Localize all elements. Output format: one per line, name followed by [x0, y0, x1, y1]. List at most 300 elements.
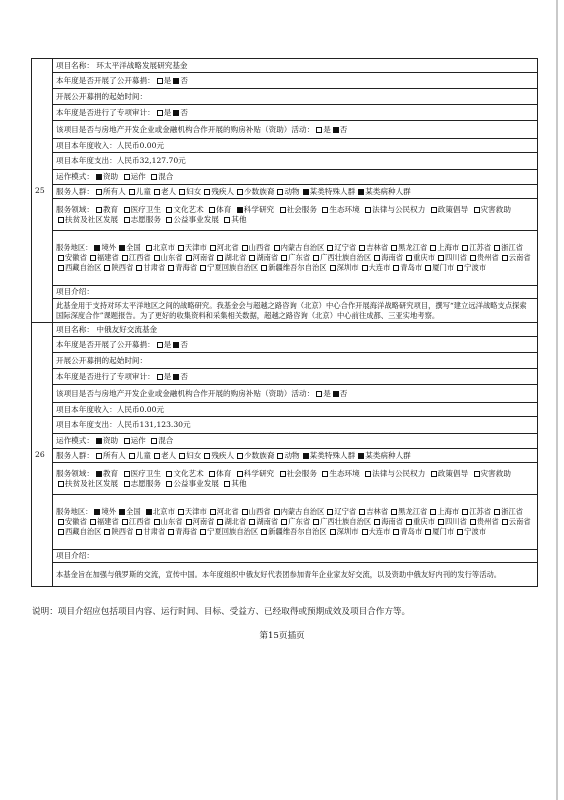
province-checkbox[interactable]	[430, 245, 436, 251]
field-option: 科学研究	[243, 204, 275, 214]
province-checkbox[interactable]	[178, 509, 184, 515]
public-fundraise-question: 本年度是否开展了公开募捐：	[56, 339, 155, 349]
field-checkbox[interactable]	[224, 481, 230, 487]
field-checkbox[interactable]	[166, 471, 172, 477]
field-option: 教育	[102, 468, 119, 478]
target-checkbox[interactable]	[154, 189, 160, 195]
checkbox-yes[interactable]	[316, 391, 322, 397]
audit-question: 本年度是否进行了专项审计：	[56, 107, 155, 117]
target-checkbox[interactable]	[277, 189, 283, 195]
province-checkbox[interactable]	[391, 509, 397, 515]
no-label: 否	[180, 371, 188, 381]
province-checkbox[interactable]	[438, 255, 444, 261]
province-checkbox[interactable]	[146, 245, 152, 251]
field-option: 志愿服务	[130, 478, 161, 488]
province-option: 西藏自治区	[65, 263, 102, 272]
form-row	[32, 463, 538, 495]
province-checkbox[interactable]	[122, 519, 128, 525]
field-option: 灾害救助	[480, 204, 511, 214]
province-checkbox[interactable]	[217, 255, 223, 261]
mode-checkbox[interactable]	[151, 438, 157, 444]
province-option: 山西省	[248, 243, 271, 252]
province-checkbox[interactable]	[457, 529, 463, 535]
province-checkbox[interactable]	[470, 519, 476, 525]
form-row	[32, 170, 538, 185]
province-checkbox[interactable]	[281, 519, 287, 525]
field-checkbox[interactable]	[209, 207, 215, 213]
field-option: 科学研究	[243, 468, 275, 478]
checkbox-yes[interactable]	[157, 110, 163, 116]
housing-question: 该项目是否与房地产开发企业或金融机构合作开展的购房补贴（资助）活动：	[56, 124, 315, 134]
province-option: 江苏省	[469, 243, 492, 252]
project-income: 项目本年度收入：人民币0.00元	[56, 404, 165, 414]
province-option: 厦门市	[432, 263, 455, 272]
project-name: 中俄友好交流基金	[96, 324, 158, 334]
province-checkbox[interactable]	[330, 265, 336, 271]
province-option: 云南省	[508, 517, 531, 526]
target-checkbox[interactable]	[154, 453, 160, 459]
target-option: 儿童	[135, 186, 151, 196]
province-checkbox[interactable]	[462, 509, 468, 515]
province-checkbox[interactable]	[374, 519, 380, 525]
form-cell	[53, 299, 538, 323]
field-checkbox[interactable]	[124, 471, 130, 477]
province-option: 湖北省	[224, 253, 247, 262]
province-option: 辽宁省	[334, 507, 357, 516]
target-checkbox[interactable]	[129, 453, 135, 459]
form-cell	[53, 449, 538, 463]
checkbox-yes[interactable]	[157, 78, 163, 84]
form-cell	[53, 550, 538, 563]
province-option: 重庆市	[413, 517, 435, 526]
field-option: 医疗卫生	[130, 468, 161, 478]
province-option: 青海省	[175, 263, 198, 272]
no-label: 否	[180, 75, 188, 85]
province-checkbox[interactable]	[362, 529, 368, 535]
target-checkbox[interactable]	[179, 453, 185, 459]
province-checkbox[interactable]	[242, 245, 248, 251]
province-checkbox[interactable]	[136, 529, 142, 535]
target-label: 服务人群：	[56, 186, 94, 196]
target-option: 某类特殊人群	[309, 450, 356, 460]
target-checkbox[interactable]	[204, 189, 210, 195]
checkbox-yes[interactable]	[316, 127, 322, 133]
target-option: 动物	[284, 450, 300, 460]
province-checkbox[interactable]	[104, 529, 110, 535]
province-checkbox[interactable]	[359, 509, 365, 515]
mode-checkbox[interactable]	[96, 438, 102, 444]
form-cell	[53, 121, 538, 139]
province-option: 内蒙古自治区	[280, 243, 325, 252]
field-label: 服务领域：	[56, 204, 94, 214]
field-checkbox[interactable]	[474, 471, 480, 477]
form-cell	[53, 73, 538, 89]
form-row	[32, 337, 538, 353]
field-checkbox[interactable]	[124, 217, 130, 223]
mode-checkbox[interactable]	[124, 438, 130, 444]
project-name: 环太平洋战略发展研究基金	[96, 60, 188, 70]
field-checkbox[interactable]	[209, 471, 215, 477]
region-option: 全国	[126, 243, 141, 252]
field-checkbox[interactable]	[96, 471, 102, 477]
field-checkbox[interactable]	[58, 481, 64, 487]
target-option: 残疾人	[211, 186, 235, 196]
province-checkbox[interactable]	[274, 509, 280, 515]
form-row	[32, 434, 538, 449]
target-option: 少数族裔	[244, 450, 275, 460]
province-option: 大连市	[368, 263, 391, 272]
field-option: 体育	[216, 468, 232, 478]
field-checkbox[interactable]	[237, 471, 243, 477]
field-checkbox[interactable]	[365, 207, 371, 213]
form-row	[32, 153, 538, 170]
province-option: 内蒙古自治区	[280, 507, 325, 516]
mode-option: 混合	[158, 436, 174, 445]
province-checkbox[interactable]	[425, 265, 431, 271]
province-option: 青岛市	[400, 263, 423, 272]
form-row	[32, 449, 538, 463]
target-option: 某类病种人群	[365, 450, 411, 460]
province-checkbox[interactable]	[438, 519, 444, 525]
form-row	[32, 121, 538, 139]
checkbox-no[interactable]	[173, 374, 179, 380]
field-checkbox[interactable]	[124, 207, 130, 213]
province-option: 陕西省	[111, 263, 134, 272]
province-option: 吉林省	[366, 243, 389, 252]
form-cell	[53, 323, 538, 337]
province-checkbox[interactable]	[168, 529, 174, 535]
field-checkbox[interactable]	[237, 207, 243, 213]
province-checkbox[interactable]	[178, 245, 184, 251]
province-option: 宁夏回族自治区	[207, 263, 259, 272]
form-cell	[53, 89, 538, 105]
mode-option: 运作	[130, 172, 146, 181]
province-option: 北京市	[153, 507, 175, 516]
no-label: 否	[180, 339, 188, 349]
province-checkbox[interactable]	[154, 519, 160, 525]
target-checkbox[interactable]	[358, 453, 364, 459]
field-option: 文化艺术	[173, 204, 204, 214]
region-option: 全国	[126, 507, 141, 516]
project-name-label: 项目名称：	[56, 324, 94, 334]
field-option: 体育	[216, 204, 232, 214]
province-option: 天津市	[184, 507, 207, 516]
province-checkbox[interactable]	[327, 245, 333, 251]
form-row	[32, 89, 538, 105]
form-row	[32, 231, 538, 286]
field-checkbox[interactable]	[322, 471, 328, 477]
province-checkbox[interactable]	[210, 509, 216, 515]
checkbox-no[interactable]	[173, 342, 179, 348]
form-cell	[53, 495, 538, 550]
province-checkbox[interactable]	[502, 519, 508, 525]
province-checkbox[interactable]	[249, 255, 255, 261]
field-option: 公益事业发展	[173, 478, 219, 488]
province-option: 宁波市	[464, 263, 487, 272]
province-option: 山东省	[160, 253, 183, 262]
field-checkbox[interactable]	[431, 207, 437, 213]
region-checkbox[interactable]	[94, 509, 100, 515]
field-option: 其他	[231, 478, 247, 488]
form-cell	[53, 417, 538, 434]
form-cell	[53, 337, 538, 353]
form-row	[32, 185, 538, 199]
province-checkbox[interactable]	[104, 265, 110, 271]
province-checkbox[interactable]	[393, 529, 399, 535]
footnote: 说明：项目介绍应包括项目内容、运行时间、目标、受益方、已经取得或预期成效及项目合作方等。	[32, 607, 411, 617]
no-label: 否	[339, 124, 348, 134]
mode-option: 资助	[102, 172, 119, 181]
project-table	[31, 58, 538, 587]
province-option: 福建省	[96, 253, 119, 262]
region-option: 境外	[101, 507, 117, 516]
province-checkbox[interactable]	[374, 255, 380, 261]
province-option: 四川省	[444, 253, 467, 262]
target-checkbox[interactable]	[96, 453, 102, 459]
province-checkbox[interactable]	[58, 255, 64, 261]
field-checkbox[interactable]	[280, 471, 286, 477]
province-option: 安徽省	[65, 253, 87, 262]
province-checkbox[interactable]	[462, 245, 468, 251]
province-checkbox[interactable]	[406, 255, 412, 261]
target-option: 某类病种人群	[365, 186, 411, 196]
field-checkbox[interactable]	[280, 207, 286, 213]
yes-label: 是	[163, 339, 172, 349]
field-option: 社会服务	[286, 468, 317, 478]
field-option: 教育	[102, 204, 119, 214]
province-option: 山西省	[248, 507, 271, 516]
field-checkbox[interactable]	[474, 207, 480, 213]
province-checkbox[interactable]	[90, 255, 96, 261]
field-option: 扶贫及社区发展	[65, 214, 119, 224]
checkbox-no[interactable]	[173, 110, 179, 116]
province-checkbox[interactable]	[58, 529, 64, 535]
region-checkbox[interactable]	[119, 245, 125, 251]
province-checkbox[interactable]	[494, 245, 500, 251]
mode-option: 资助	[102, 436, 119, 445]
public-fundraise-question: 本年度是否开展了公开募捐：	[56, 75, 155, 85]
target-checkbox[interactable]	[277, 453, 283, 459]
province-option: 广西壮族自治区	[320, 517, 372, 526]
checkbox-yes[interactable]	[157, 342, 163, 348]
province-checkbox[interactable]	[261, 529, 267, 535]
form-row	[32, 353, 538, 369]
mode-checkbox[interactable]	[124, 174, 130, 180]
province-option: 海南省	[381, 253, 404, 262]
field-checkbox[interactable]	[365, 471, 371, 477]
province-option: 黑龙江省	[398, 507, 428, 516]
field-option: 生态环境	[329, 204, 360, 214]
province-option: 河北省	[216, 507, 239, 516]
form-cell	[53, 139, 538, 153]
province-option: 四川省	[444, 517, 467, 526]
no-label: 否	[180, 107, 188, 117]
province-option: 湖南省	[256, 253, 279, 262]
target-option: 动物	[284, 186, 300, 196]
region-checkbox[interactable]	[94, 245, 100, 251]
checkbox-yes[interactable]	[157, 374, 163, 380]
project-income: 项目本年度收入：人民币0.00元	[56, 140, 165, 150]
form-row	[32, 417, 538, 434]
target-checkbox[interactable]	[204, 453, 210, 459]
field-checkbox[interactable]	[322, 207, 328, 213]
province-checkbox[interactable]	[330, 529, 336, 535]
field-option: 公益事业发展	[173, 214, 219, 224]
form-cell	[53, 434, 538, 449]
province-option: 重庆市	[413, 253, 435, 262]
target-checkbox[interactable]	[179, 189, 185, 195]
region-checkbox[interactable]	[119, 509, 125, 515]
province-checkbox[interactable]	[327, 509, 333, 515]
province-checkbox[interactable]	[186, 255, 192, 261]
province-checkbox[interactable]	[186, 519, 192, 525]
target-checkbox[interactable]	[358, 189, 364, 195]
province-option: 宁波市	[464, 527, 487, 536]
form-cell	[53, 170, 538, 185]
province-option: 辽宁省	[334, 243, 357, 252]
province-checkbox[interactable]	[313, 519, 319, 525]
province-option: 贵州省	[476, 517, 499, 526]
fundraise-start-label: 开展公开募捐的起始时间：	[56, 355, 148, 365]
target-checkbox[interactable]	[303, 189, 309, 195]
province-checkbox[interactable]	[136, 265, 142, 271]
province-checkbox[interactable]	[494, 509, 500, 515]
mode-option: 混合	[158, 172, 174, 181]
form-cell	[53, 463, 538, 495]
province-checkbox[interactable]	[430, 509, 436, 515]
target-option: 少数族裔	[244, 186, 275, 196]
province-checkbox[interactable]	[406, 519, 412, 525]
province-option: 上海市	[437, 243, 460, 252]
province-checkbox[interactable]	[58, 265, 64, 271]
province-checkbox[interactable]	[457, 265, 463, 271]
province-option: 河南省	[192, 517, 215, 526]
form-cell	[53, 403, 538, 417]
province-checkbox[interactable]	[122, 255, 128, 261]
province-checkbox[interactable]	[362, 265, 368, 271]
province-checkbox[interactable]	[90, 519, 96, 525]
mode-checkbox[interactable]	[151, 174, 157, 180]
province-option: 江苏省	[469, 507, 492, 516]
target-option: 老人	[160, 450, 177, 460]
province-option: 西藏自治区	[65, 527, 102, 536]
checkbox-no[interactable]	[333, 391, 339, 397]
province-option: 江西省	[128, 517, 151, 526]
field-option: 扶贫及社区发展	[65, 478, 119, 488]
province-checkbox[interactable]	[242, 509, 248, 515]
form-row	[32, 139, 538, 153]
no-label: 否	[339, 388, 348, 398]
province-option: 深圳市	[336, 263, 359, 272]
form-row	[32, 199, 538, 231]
field-checkbox[interactable]	[166, 481, 172, 487]
mode-option: 运作	[130, 436, 146, 445]
project-number: 26	[32, 323, 53, 587]
province-option: 安徽省	[65, 517, 87, 526]
mode-label: 运作模式：	[56, 172, 94, 181]
target-checkbox[interactable]	[303, 453, 309, 459]
field-option: 法律与公民权力	[372, 468, 426, 478]
mode-checkbox[interactable]	[96, 174, 102, 180]
audit-question: 本年度是否进行了专项审计：	[56, 371, 155, 381]
form-row	[32, 73, 538, 89]
province-option: 新疆维吾尔自治区	[268, 527, 327, 536]
project-expense: 项目本年度支出：人民币32,127.70元	[56, 156, 186, 165]
province-option: 海南省	[381, 517, 404, 526]
province-option: 北京市	[153, 243, 175, 252]
province-checkbox[interactable]	[393, 265, 399, 271]
form-cell	[53, 385, 538, 403]
field-checkbox[interactable]	[58, 217, 64, 223]
field-checkbox[interactable]	[96, 207, 102, 213]
target-checkbox[interactable]	[237, 189, 243, 195]
province-checkbox[interactable]	[249, 519, 255, 525]
target-option: 老人	[160, 186, 177, 196]
province-checkbox[interactable]	[470, 255, 476, 261]
province-option: 陕西省	[111, 527, 134, 536]
form-row	[32, 59, 538, 73]
form-cell	[53, 286, 538, 299]
province-checkbox[interactable]	[210, 245, 216, 251]
yes-label: 是	[163, 107, 172, 117]
province-checkbox[interactable]	[391, 245, 397, 251]
checkbox-no[interactable]	[173, 78, 179, 84]
province-option: 天津市	[184, 243, 207, 252]
province-checkbox[interactable]	[58, 519, 64, 525]
field-option: 社会服务	[286, 204, 317, 214]
province-checkbox[interactable]	[217, 519, 223, 525]
region-option: 境外	[101, 243, 117, 252]
province-checkbox[interactable]	[274, 245, 280, 251]
province-checkbox[interactable]	[154, 255, 160, 261]
province-checkbox[interactable]	[281, 255, 287, 261]
target-checkbox[interactable]	[96, 189, 102, 195]
province-checkbox[interactable]	[200, 265, 206, 271]
field-checkbox[interactable]	[431, 471, 437, 477]
intro-text: 此基金用于支持对环太平洋地区之间的战略研究。我基金会与超越之路咨询（北京）中心合作开展海洋战略研究项目，撰写“建立远洋战略支点探索国际深度合作”课题报告。为了更好的收集资料和采集相关数据，超越之路咨询（北京）中心前往成都、三亚实地考察。	[56, 300, 527, 320]
province-checkbox[interactable]	[502, 255, 508, 261]
province-option: 厦门市	[432, 527, 455, 536]
province-checkbox[interactable]	[146, 509, 152, 515]
field-label: 服务领域：	[56, 468, 94, 478]
form-row	[32, 563, 538, 587]
province-checkbox[interactable]	[425, 529, 431, 535]
mode-label: 运作模式：	[56, 436, 94, 445]
form-row	[32, 105, 538, 121]
target-checkbox[interactable]	[129, 189, 135, 195]
field-option: 法律与公民权力	[372, 204, 426, 214]
province-checkbox[interactable]	[168, 265, 174, 271]
target-checkbox[interactable]	[237, 453, 243, 459]
province-option: 河南省	[192, 253, 215, 262]
form-row	[32, 286, 538, 299]
province-checkbox[interactable]	[200, 529, 206, 535]
field-checkbox[interactable]	[224, 217, 230, 223]
province-option: 江西省	[128, 253, 151, 262]
field-checkbox[interactable]	[124, 481, 130, 487]
yes-label: 是	[163, 75, 172, 85]
field-checkbox[interactable]	[166, 207, 172, 213]
target-option: 儿童	[135, 450, 151, 460]
checkbox-no[interactable]	[333, 127, 339, 133]
province-checkbox[interactable]	[261, 265, 267, 271]
province-checkbox[interactable]	[313, 255, 319, 261]
form-cell	[53, 199, 538, 231]
field-checkbox[interactable]	[166, 217, 172, 223]
form-cell	[53, 353, 538, 369]
province-checkbox[interactable]	[359, 245, 365, 251]
field-option: 生态环境	[329, 468, 360, 478]
